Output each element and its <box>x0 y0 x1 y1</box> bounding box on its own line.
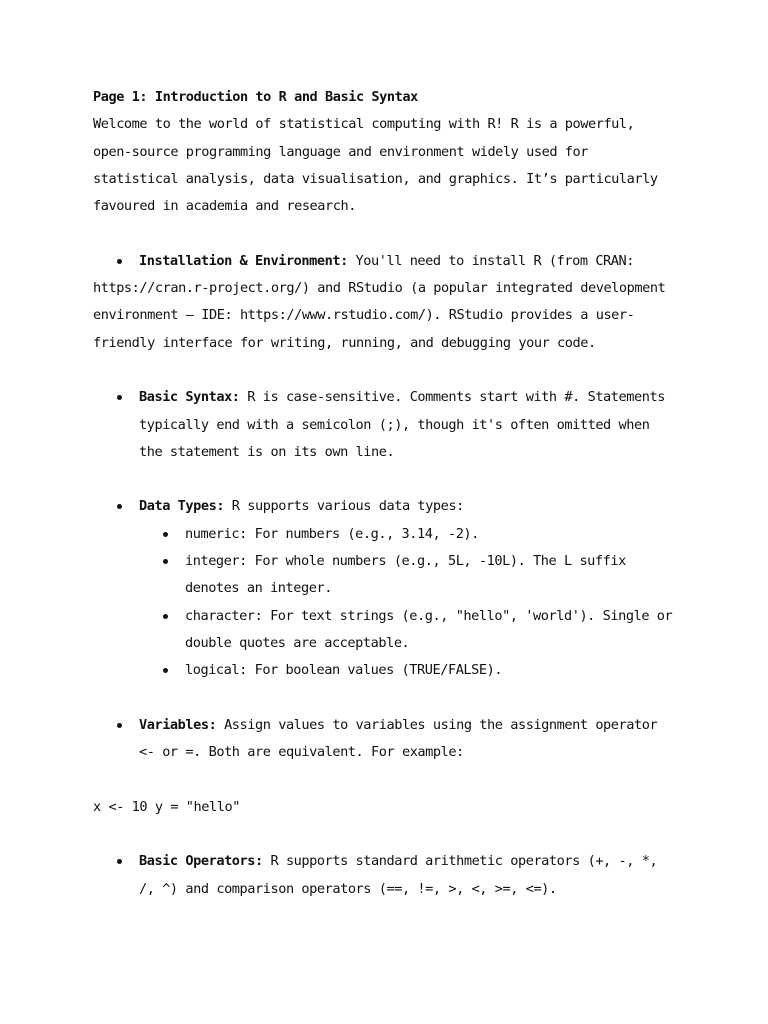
sub-bullet-line: denotes an integer. <box>185 580 332 597</box>
intro-line: Welcome to the world of statistical computing with R! R is a powerful, <box>93 116 635 133</box>
bullet-installation <box>93 248 693 357</box>
sub-bullet-numeric <box>139 521 693 548</box>
basic-operators-text: R supports standard arithmetic operators (+, -, *, <box>262 853 658 870</box>
data-types-label: Data Types: <box>139 498 225 515</box>
installation-line: friendly interface for writing, running, and debugging your code. <box>93 334 596 351</box>
basic-operators-label: Basic Operators: <box>139 853 263 870</box>
intro-line: open-source programming language and environment widely used for <box>93 143 588 160</box>
bullet-basic-operators <box>93 848 693 903</box>
sub-bullet-line: double quotes are acceptable. <box>185 634 410 651</box>
data-types-text: R supports various data types: <box>224 498 464 515</box>
basic-syntax-text: R is case-sensitive. Comments start with #. Statements <box>239 389 665 406</box>
variables-text: Assign values to variables using the assignment operator <box>216 716 658 733</box>
intro-line: statistical analysis, data visualisation, and graphics. It’s particularly <box>93 170 658 187</box>
installation-label: Installation & Environment: <box>139 252 348 269</box>
bullet-icon <box>117 504 122 509</box>
intro-paragraph <box>93 111 693 220</box>
code-example: x <- 10 y = "hello" <box>93 798 240 815</box>
bullet-icon <box>117 259 122 264</box>
sub-bullet-line: integer: For whole numbers (e.g., 5L, -10L). The L suffix <box>185 553 626 570</box>
bullet-icon <box>163 559 168 564</box>
bullet-icon <box>163 668 168 673</box>
basic-operators-line: /, ^) and comparison operators (==, !=, >, <, >=, <=). <box>139 880 557 897</box>
sub-bullet-line: numeric: For numbers (e.g., 3.14, -2). <box>185 525 479 542</box>
bullet-icon <box>117 859 122 864</box>
basic-syntax-label: Basic Syntax: <box>139 389 240 406</box>
bullet-icon <box>117 723 122 728</box>
document-page <box>93 84 693 903</box>
variables-line: <- or =. Both are equivalent. For example: <box>139 744 464 761</box>
bullet-icon <box>163 614 168 619</box>
intro-line: favoured in academia and research. <box>93 198 356 215</box>
basic-syntax-line: typically end with a semicolon (;), though it's often omitted when <box>139 416 650 433</box>
bullet-icon <box>163 532 168 537</box>
basic-syntax-line: the statement is on its own line. <box>139 443 395 460</box>
sub-bullet-integer <box>139 548 693 603</box>
installation-line: https://cran.r-project.org/) and RStudio (a popular integrated development <box>93 280 666 297</box>
sub-bullet-character <box>139 603 693 658</box>
sub-bullet-line: logical: For boolean values (TRUE/FALSE). <box>185 662 503 679</box>
variables-label: Variables: <box>139 716 217 733</box>
bullet-variables <box>93 712 693 767</box>
bullet-icon <box>117 395 122 400</box>
bullet-basic-syntax <box>93 384 693 466</box>
bullet-data-types <box>93 493 693 684</box>
sub-bullet-line: character: For text strings (e.g., "hello", 'world'). Single or <box>185 607 673 624</box>
page-heading: Page 1: Introduction to R and Basic Syntax <box>93 89 418 105</box>
installation-text: You'll need to install R (from CRAN: <box>347 252 634 269</box>
installation-line: environment – IDE: https://www.rstudio.com/). RStudio provides a user- <box>93 307 635 324</box>
sub-bullet-logical <box>139 657 693 684</box>
